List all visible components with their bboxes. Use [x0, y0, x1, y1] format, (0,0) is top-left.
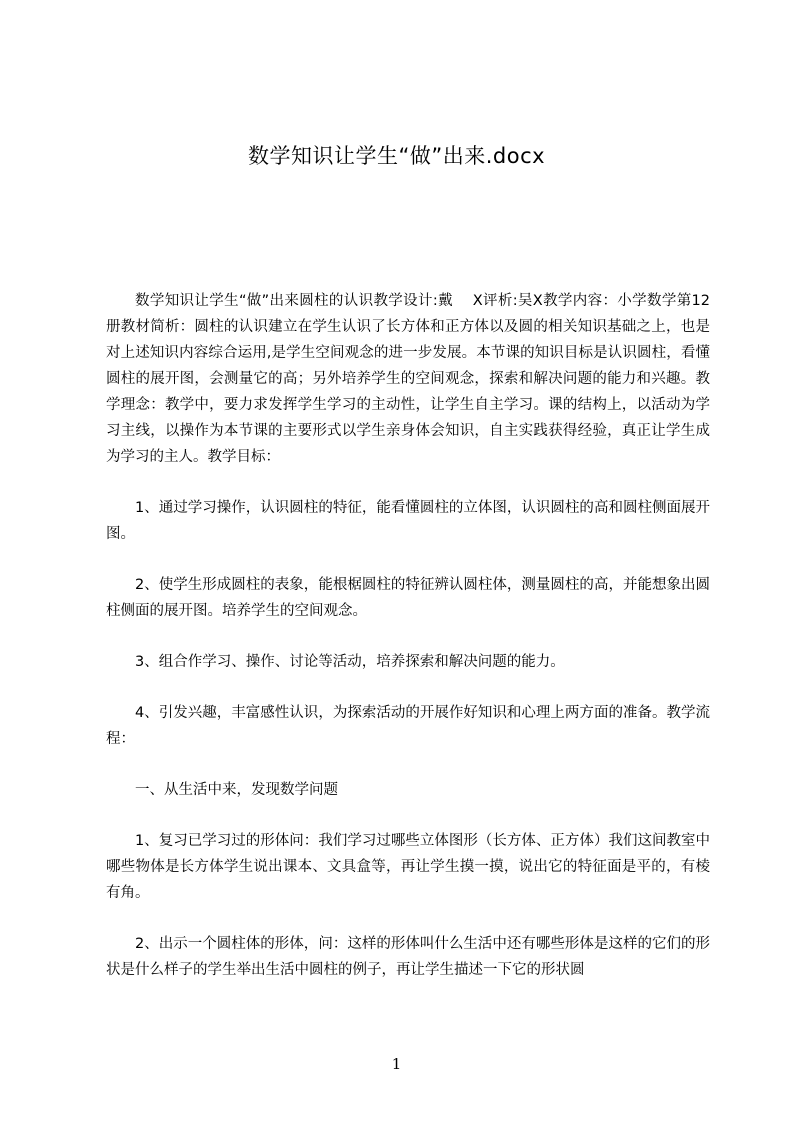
page-number: 1: [391, 1055, 402, 1073]
paragraph-goal-3: 3、组合作学习、操作、讨论等活动，培养探索和解决问题的能力。: [135, 654, 565, 670]
document-body: [106, 288, 710, 983]
document-title: 数学知识让学生“做”出来.docx: [247, 144, 546, 168]
paragraph-goal-1: 1、通过学习操作，认识圆柱的特征，能看懂圆柱的立体图，认识圆柱的高和圆柱侧面展开图。: [106, 500, 710, 542]
paragraph-goal-4: 4、引发兴趣，丰富感性认识，为探索活动的开展作好知识和心理上两方面的准备。教学流程：: [106, 705, 710, 747]
section-heading: 一、从生活中来，发现数学问题: [135, 782, 338, 798]
paragraph-intro: 数学知识让学生“做”出来圆柱的认识教学设计:戴 X评析:吴X教学内容：小学数学第12册教材简析：圆柱的认识建立在学生认识了长方体和正方体以及圆的相关知识基础之上，也是对上述知识内容综合运用,是学生空间观念的进一步发展。本节课的知识目标是认识圆柱，看懂圆柱的展开图，会测量它的高；另外培养学生的空间观念，探索和解决问题的能力和兴趣。教学理念：教学中，要力求发挥学生学习的主动性，让学生自主学习。课的结构上，以活动为学习主线，以操作为本节课的主要形式以学生亲身体会知识，自主实践获得经验，真正让学生成为学习的主人。教学目标：: [106, 293, 710, 465]
paragraph-step-1: 1、复习已学习过的形体问：我们学习过哪些立体图形（长方体、正方体）我们这间教室中哪些物体是长方体学生说出课本、文具盒等，再让学生摸一摸，说出它的特征面是平的，有棱有角。: [106, 833, 710, 901]
paragraph-step-2: 2、出示一个圆柱体的形体，问：这样的形体叫什么生活中还有哪些形体是这样的它们的形状是什么样子的学生举出生活中圆柱的例子，再让学生描述一下它的形状圆: [106, 936, 710, 978]
paragraph-goal-2: 2、使学生形成圆柱的表象，能根椐圆柱的特征辨认圆柱体，测量圆柱的高，并能想象出圆柱侧面的展开图。培养学生的空间观念。: [106, 577, 710, 619]
